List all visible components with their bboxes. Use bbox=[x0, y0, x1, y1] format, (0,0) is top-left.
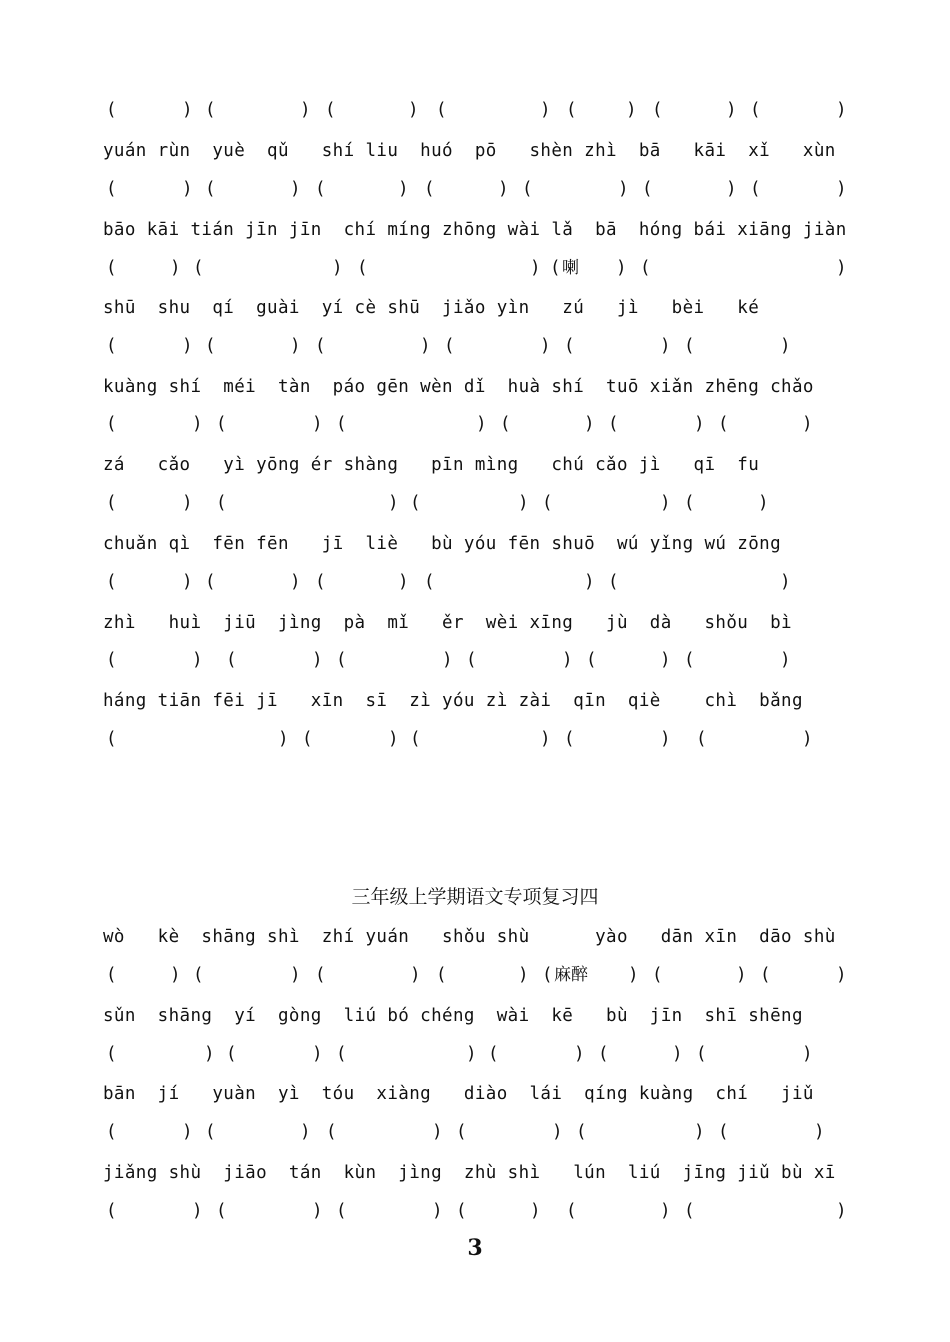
answer-row-1 bbox=[0, 96, 950, 124]
paren-open: ( bbox=[760, 965, 771, 985]
pinyin-text: wò kè shāng shì zhí yuán shǒu shù yào dān xīn dāo shù bbox=[103, 927, 836, 947]
paren-open: ( bbox=[226, 650, 237, 670]
paren-open: ( bbox=[302, 729, 313, 749]
paren-open: ( bbox=[106, 650, 117, 670]
paren-open: ( bbox=[652, 100, 663, 120]
paren-close: ) bbox=[836, 965, 847, 985]
paren-open: ( bbox=[226, 1044, 237, 1064]
pinyin-row bbox=[0, 373, 950, 401]
paren-close: ) bbox=[290, 179, 301, 199]
pinyin-row bbox=[0, 294, 950, 322]
paren-close: ) bbox=[626, 100, 637, 120]
paren-close: ) bbox=[388, 729, 399, 749]
paren-close: ) bbox=[312, 1044, 323, 1064]
paren-close: ) bbox=[192, 414, 203, 434]
paren-open: ( bbox=[642, 179, 653, 199]
paren-close: ) bbox=[616, 258, 627, 278]
paren-close: ) bbox=[498, 179, 509, 199]
paren-close: ) bbox=[780, 336, 791, 356]
paren-close: ) bbox=[332, 258, 343, 278]
paren-open: ( bbox=[106, 179, 117, 199]
paren-close: ) bbox=[530, 258, 541, 278]
paren-close: ) bbox=[312, 650, 323, 670]
paren-open: ( bbox=[608, 414, 619, 434]
paren-open: ( bbox=[326, 1122, 337, 1142]
paren-close: ) bbox=[660, 650, 671, 670]
paren-close: ) bbox=[518, 965, 529, 985]
paren-close: ) bbox=[628, 965, 639, 985]
paren-close: ) bbox=[584, 572, 595, 592]
paren-open: ( bbox=[106, 965, 117, 985]
paren-close: ) bbox=[836, 100, 847, 120]
paren-open: ( bbox=[424, 572, 435, 592]
paren-open: ( bbox=[410, 729, 421, 749]
paren-open: ( bbox=[696, 1044, 707, 1064]
paren-close: ) bbox=[660, 493, 671, 513]
paren-open: ( bbox=[336, 414, 347, 434]
paren-open: ( bbox=[456, 1122, 467, 1142]
answer-fill-text: 麻醉 bbox=[554, 965, 588, 985]
paren-open: ( bbox=[522, 179, 533, 199]
paren-open: ( bbox=[640, 258, 651, 278]
paren-open: ( bbox=[106, 414, 117, 434]
pinyin-text: kuàng shí méi tàn páo gēn wèn dǐ huà shí tuō xiǎn zhēng chǎo bbox=[103, 377, 814, 397]
answer-row bbox=[0, 254, 950, 282]
pinyin-text: zhì huì jiū jìng pà mǐ ěr wèi xīng jù dà shǒu bì bbox=[103, 613, 792, 633]
paren-open: ( bbox=[315, 179, 326, 199]
paren-close: ) bbox=[408, 100, 419, 120]
paren-open: ( bbox=[436, 100, 447, 120]
paren-close: ) bbox=[410, 965, 421, 985]
paren-open: ( bbox=[564, 729, 575, 749]
paren-close: ) bbox=[312, 414, 323, 434]
paren-open: ( bbox=[424, 179, 435, 199]
paren-close: ) bbox=[388, 493, 399, 513]
answer-row bbox=[0, 1118, 950, 1146]
paren-close: ) bbox=[660, 1201, 671, 1221]
paren-open: ( bbox=[216, 414, 227, 434]
paren-open: ( bbox=[718, 414, 729, 434]
paren-open: ( bbox=[205, 1122, 216, 1142]
paren-open: ( bbox=[205, 572, 216, 592]
paren-close: ) bbox=[814, 1122, 825, 1142]
pinyin-row bbox=[0, 1080, 950, 1108]
paren-open: ( bbox=[696, 729, 707, 749]
paren-close: ) bbox=[574, 1044, 585, 1064]
paren-open: ( bbox=[216, 1201, 227, 1221]
paren-open: ( bbox=[500, 414, 511, 434]
paren-open: ( bbox=[106, 1201, 117, 1221]
paren-close: ) bbox=[192, 1201, 203, 1221]
paren-open: ( bbox=[576, 1122, 587, 1142]
paren-open: ( bbox=[205, 179, 216, 199]
paren-open: ( bbox=[488, 1044, 499, 1064]
paren-close: ) bbox=[540, 100, 551, 120]
paren-close: ) bbox=[802, 414, 813, 434]
paren-open: ( bbox=[608, 572, 619, 592]
paren-close: ) bbox=[736, 965, 747, 985]
paren-close: ) bbox=[182, 179, 193, 199]
paren-open: ( bbox=[750, 100, 761, 120]
paren-open: ( bbox=[106, 1044, 117, 1064]
paren-open: ( bbox=[718, 1122, 729, 1142]
paren-open: ( bbox=[586, 650, 597, 670]
pinyin-text: háng tiān fēi jī xīn sī zì yóu zì zài qīn qiè chì bǎng bbox=[103, 691, 803, 711]
paren-close: ) bbox=[836, 179, 847, 199]
paren-open: ( bbox=[106, 729, 117, 749]
pinyin-text: zá cǎo yì yōng ér shàng pīn mìng chú cǎo jì qī fu bbox=[103, 455, 760, 475]
paren-close: ) bbox=[540, 729, 551, 749]
paren-close: ) bbox=[694, 1122, 705, 1142]
paren-close: ) bbox=[170, 258, 181, 278]
paren-open: ( bbox=[106, 336, 117, 356]
pinyin-row bbox=[0, 216, 950, 244]
paren-close: ) bbox=[312, 1201, 323, 1221]
paren-open: ( bbox=[542, 965, 553, 985]
paren-close: ) bbox=[584, 414, 595, 434]
paren-open: ( bbox=[336, 1044, 347, 1064]
paren-close: ) bbox=[300, 100, 311, 120]
paren-close: ) bbox=[476, 414, 487, 434]
paren-open: ( bbox=[336, 1201, 347, 1221]
answer-row bbox=[0, 725, 950, 753]
paren-open: ( bbox=[315, 965, 326, 985]
paren-open: ( bbox=[684, 493, 695, 513]
paren-open: ( bbox=[410, 493, 421, 513]
paren-close: ) bbox=[518, 493, 529, 513]
pinyin-text: sǔn shāng yí gòng liú bó chéng wài kē bù jīn shī shēng bbox=[103, 1006, 803, 1026]
paren-open: ( bbox=[205, 100, 216, 120]
paren-open: ( bbox=[652, 965, 663, 985]
answer-row bbox=[0, 568, 950, 596]
paren-open: ( bbox=[193, 258, 204, 278]
paren-close: ) bbox=[398, 179, 409, 199]
page-number: 3 bbox=[467, 1235, 483, 1261]
paren-close: ) bbox=[672, 1044, 683, 1064]
paren-open: ( bbox=[466, 650, 477, 670]
paren-close: ) bbox=[530, 1201, 541, 1221]
pinyin-text: bān jí yuàn yì tóu xiàng diào lái qíng kuàng chí jiǔ bbox=[103, 1084, 814, 1104]
answer-row bbox=[0, 175, 950, 203]
paren-close: ) bbox=[192, 650, 203, 670]
paren-close: ) bbox=[540, 336, 551, 356]
paren-open: ( bbox=[216, 493, 227, 513]
paren-open: ( bbox=[193, 965, 204, 985]
paren-close: ) bbox=[442, 650, 453, 670]
section-title: 三年级上学期语文专项复习四 bbox=[351, 886, 599, 908]
answer-row bbox=[0, 410, 950, 438]
paren-close: ) bbox=[420, 336, 431, 356]
pinyin-row bbox=[0, 451, 950, 479]
paren-open: ( bbox=[106, 1122, 117, 1142]
paren-close: ) bbox=[758, 493, 769, 513]
paren-open: ( bbox=[325, 100, 336, 120]
paren-open: ( bbox=[106, 100, 117, 120]
paren-close: ) bbox=[170, 965, 181, 985]
paren-close: ) bbox=[182, 100, 193, 120]
paren-close: ) bbox=[290, 965, 301, 985]
paren-open: ( bbox=[106, 493, 117, 513]
paren-close: ) bbox=[802, 729, 813, 749]
pinyin-row bbox=[0, 1159, 950, 1187]
answer-row bbox=[0, 489, 950, 517]
paren-close: ) bbox=[780, 650, 791, 670]
paren-open: ( bbox=[357, 258, 368, 278]
paren-close: ) bbox=[552, 1122, 563, 1142]
paren-open: ( bbox=[750, 179, 761, 199]
answer-row bbox=[0, 332, 950, 360]
pinyin-row bbox=[0, 530, 950, 558]
paren-open: ( bbox=[598, 1044, 609, 1064]
paren-open: ( bbox=[684, 650, 695, 670]
paren-close: ) bbox=[278, 729, 289, 749]
pinyin-row bbox=[0, 687, 950, 715]
paren-close: ) bbox=[432, 1201, 443, 1221]
answer-row bbox=[0, 646, 950, 674]
paren-close: ) bbox=[660, 336, 671, 356]
pinyin-text: shū shu qí guài yí cè shū jiǎo yìn zú jì bèi ké bbox=[103, 298, 760, 318]
paren-open: ( bbox=[315, 572, 326, 592]
paren-open: ( bbox=[684, 1201, 695, 1221]
paren-open: ( bbox=[336, 650, 347, 670]
paren-close: ) bbox=[660, 729, 671, 749]
pinyin-row bbox=[0, 1002, 950, 1030]
paren-open: ( bbox=[550, 258, 561, 278]
pinyin-row bbox=[0, 609, 950, 637]
pinyin-row bbox=[0, 923, 950, 951]
answer-row bbox=[0, 1197, 950, 1225]
paren-open: ( bbox=[106, 258, 117, 278]
paren-close: ) bbox=[432, 1122, 443, 1142]
paren-open: ( bbox=[456, 1201, 467, 1221]
answer-row bbox=[0, 961, 950, 989]
paren-close: ) bbox=[562, 650, 573, 670]
paren-open: ( bbox=[205, 336, 216, 356]
paren-open: ( bbox=[444, 336, 455, 356]
paren-close: ) bbox=[836, 1201, 847, 1221]
paren-close: ) bbox=[466, 1044, 477, 1064]
answer-fill-text: 喇 bbox=[562, 258, 579, 278]
paren-open: ( bbox=[566, 100, 577, 120]
paren-close: ) bbox=[204, 1044, 215, 1064]
pinyin-text: chuǎn qì fēn fēn jī liè bù yóu fēn shuō wú yǐng wú zōng bbox=[103, 534, 782, 554]
paren-close: ) bbox=[726, 100, 737, 120]
paren-close: ) bbox=[726, 179, 737, 199]
paren-close: ) bbox=[290, 572, 301, 592]
paren-close: ) bbox=[802, 1044, 813, 1064]
paren-open: ( bbox=[315, 336, 326, 356]
paren-open: ( bbox=[106, 572, 117, 592]
pinyin-text: jiǎng shù jiāo tán kùn jìng zhù shì lún liú jīng jiǔ bù xī bbox=[103, 1163, 836, 1183]
paren-open: ( bbox=[684, 336, 695, 356]
paren-close: ) bbox=[182, 572, 193, 592]
pinyin-row bbox=[0, 137, 950, 165]
pinyin-text: bāo kāi tián jīn jīn chí míng zhōng wài lǎ bā hóng bái xiāng jiàn bbox=[103, 220, 847, 240]
paren-open: ( bbox=[542, 493, 553, 513]
paren-close: ) bbox=[694, 414, 705, 434]
paren-open: ( bbox=[436, 965, 447, 985]
paren-close: ) bbox=[836, 258, 847, 278]
paren-close: ) bbox=[182, 493, 193, 513]
paren-close: ) bbox=[300, 1122, 311, 1142]
paren-close: ) bbox=[618, 179, 629, 199]
paren-close: ) bbox=[182, 336, 193, 356]
paren-close: ) bbox=[182, 1122, 193, 1142]
answer-row bbox=[0, 1040, 950, 1068]
paren-close: ) bbox=[290, 336, 301, 356]
paren-open: ( bbox=[566, 1201, 577, 1221]
paren-close: ) bbox=[398, 572, 409, 592]
pinyin-text: yuán rùn yuè qǔ shí liu huó pō shèn zhì bā kāi xǐ xùn bbox=[103, 141, 836, 161]
paren-open: ( bbox=[564, 336, 575, 356]
paren-close: ) bbox=[780, 572, 791, 592]
